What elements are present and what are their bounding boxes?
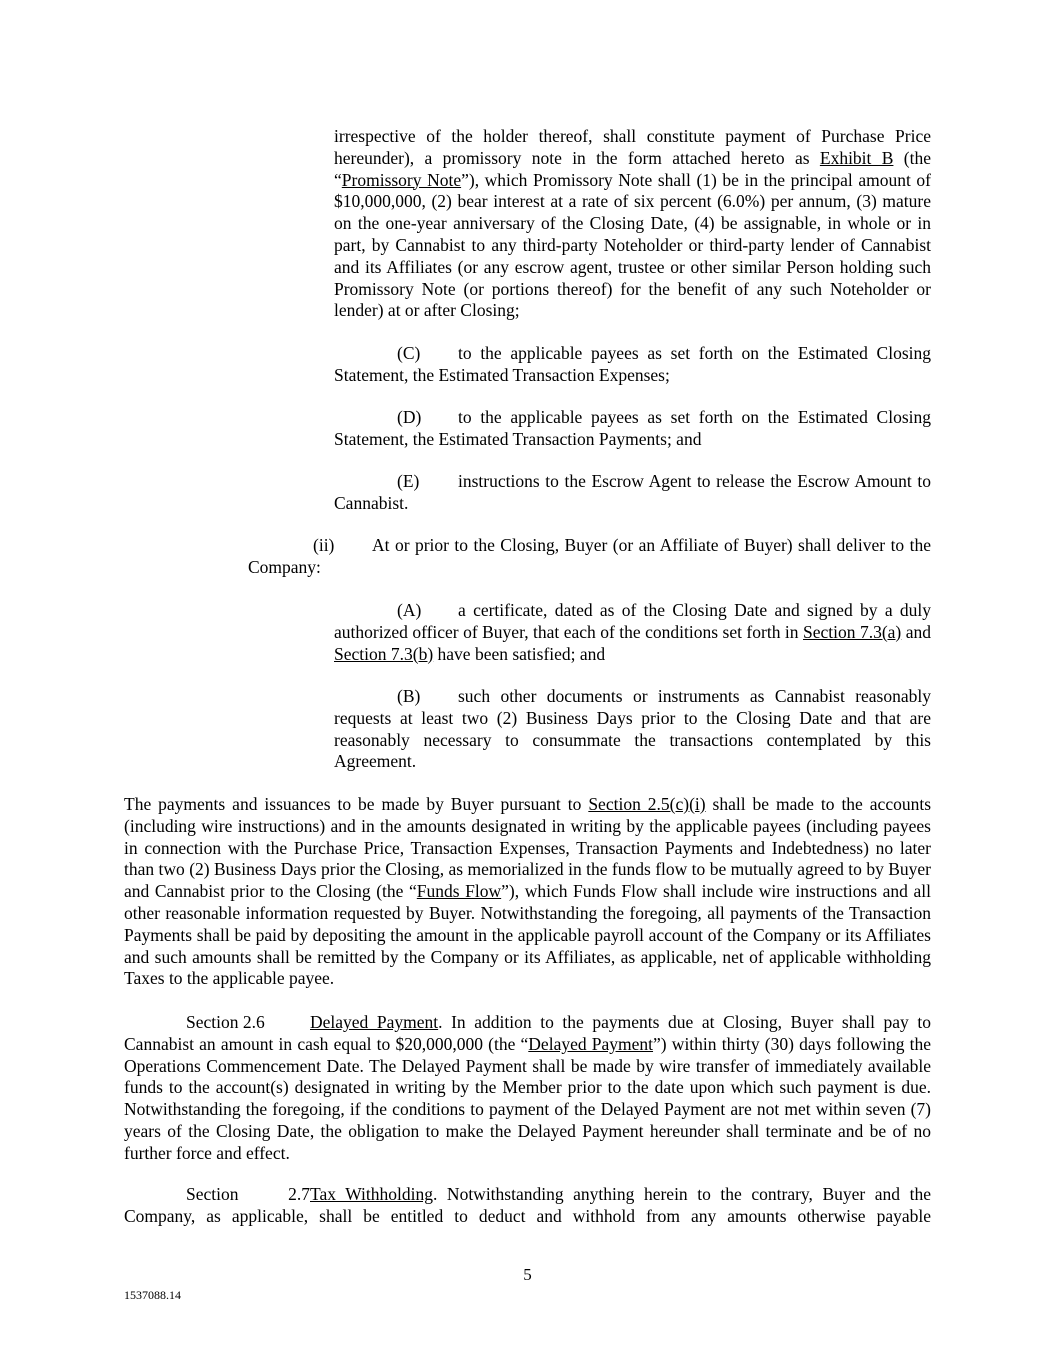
clause-b-paragraph: (B) such other documents or instruments as Cannabist reasonably requests at least two (2) Business Days prior to the Closing Date and that are reasonably necessary to consummate the transactions contemplated by this Agreement. [334, 686, 931, 772]
promissory-note-paragraph: irrespective of the holder thereof, shall constitute payment of Purchase Price hereunder), a promissory note in the form attached hereto as Exhibit B (the “Promissory Note”), which Promissory Note shall (1) be in the principal amount of $10,000,000, (2) bear interest at a rate of six percent (6.0%) per annum, (3) mature on the one-year anniversary of the Closing Date, (4) be assignable, in whole or in part, by Cannabist to any third-party Noteholder or third-party lender of Cannabist and its Affiliates (or any escrow agent, trustee or other similar Person holding such Promissory Note (or portions thereof) for the benefit of any such Noteholder or lender) at or after Closing; [334, 126, 931, 321]
section-2-5-c-i-reference: Section 2.5(c)(i) [588, 794, 706, 814]
payments-paragraph: The payments and issuances to be made by Buyer pursuant to Section 2.5(c)(i) shall be made to the accounts (including wire instructions) and in the amounts designated in writing by the applicable payees (including payees in connection with the Purchase Price, Transaction Expenses, Transaction Payments and Indebtedness) no later than two (2) Business Days prior the Closing, as memorialized in the funds flow to be mutually agreed to by Buyer and Cannabist prior to the Closing (the “Funds Flow”), which Funds Flow shall include wire instructions and all other reasonable information requested by Buyer. Notwithstanding the foregoing, all payments of the Transaction Payments shall be paid by depositing the amount in the applicable payroll account of the Company or its Affiliates and such amounts shall be remitted by the Company or its Affiliates, as applicable, net of applicable withholding Taxes to the applicable payee. [124, 794, 932, 989]
clause-d-label: (D) [397, 407, 422, 427]
clause-b-label: (B) [397, 686, 421, 706]
exhibit-b-reference: Exhibit B [819, 147, 894, 168]
document-id: 1537088.14 [124, 1288, 181, 1302]
section-2-7-paragraph: Section 2.7Tax Withholding. Notwithstanding anything herein to the contrary, Buyer and the Company, as applicable, shall be entitled to deduct and withhold from any amounts otherwise payable [124, 1184, 931, 1226]
clause-c-paragraph: (C) to the applicable payees as set forth on the Estimated Closing Statement, the Estimated Transaction Expenses; [334, 343, 931, 385]
delayed-payment-defined-term: Delayed Payment [528, 1033, 654, 1054]
clause-a-label: (A) [397, 600, 422, 620]
clause-a-paragraph: (A) a certificate, dated as of the Closing Date and signed by a duly authorized officer of Buyer, that each of the conditions set forth in Section 7.3(a) and Section 7.3(b) have been satisfied; and [334, 600, 931, 664]
clause-e-label: (E) [397, 471, 420, 491]
section-2-7-heading: Tax Withholding [310, 1184, 433, 1204]
section-7-3-b-reference: Section 7.3(b) [334, 643, 434, 664]
clause-c-label: (C) [397, 343, 421, 363]
clause-e-paragraph: (E) instructions to the Escrow Agent to release the Escrow Amount to Cannabist. [334, 471, 931, 513]
funds-flow-defined-term: Funds Flow [416, 881, 502, 902]
clause-d-paragraph: (D) to the applicable payees as set forth on the Estimated Closing Statement, the Estimated Transaction Payments; and [334, 407, 931, 449]
clause-ii-paragraph: (ii) At or prior to the Closing, Buyer (or an Affiliate of Buyer) shall deliver to the Company: [248, 535, 931, 577]
page-number: 5 [523, 1265, 532, 1284]
section-2-6-heading: Delayed Payment [310, 1012, 439, 1032]
section-2-7-label: Section 2.7 [186, 1184, 310, 1204]
section-2-6-label: Section 2.6 [186, 1012, 265, 1032]
promissory-note-defined-term: Promissory Note [341, 169, 462, 190]
section-2-6-paragraph: Section 2.6 Delayed Payment. In addition to the payments due at Closing, Buyer shall pay to Cannabist an amount in cash equal to $20,000,000 (the “Delayed Payment”) within thirty (30) days following the Operations Commencement Date. The Delayed Payment shall be made by wire transfer of immediately available funds to the account(s) designated in writing by the Member prior to the date upon which such payment is due. Notwithstanding the foregoing, if the conditions to payment of the Delayed Payment are not met within seven (7) years of the Closing Date, the obligation to make the Delayed Payment hereunder shall terminate and be of no further force and effect. [124, 1012, 932, 1163]
section-7-3-a-reference: Section 7.3(a) [803, 621, 902, 642]
clause-ii-label: (ii) [313, 535, 335, 555]
